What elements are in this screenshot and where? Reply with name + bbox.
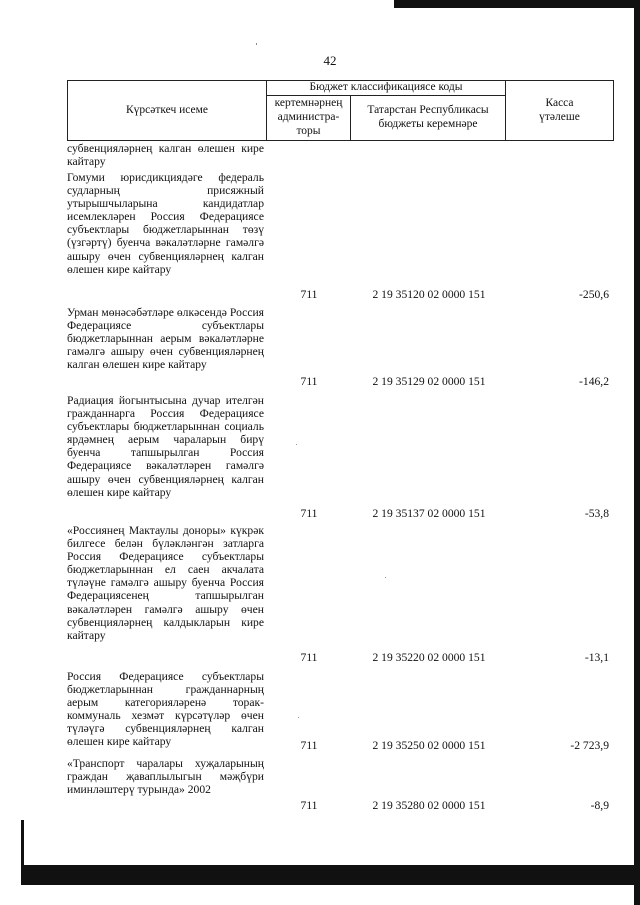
table-row: «Транспорт чаралары хуҗаларының граждан җаваплылыгын мәҗбүри иминләштерү турында» 2002 711 2 19 35280 02 0000 151 -8,9 bbox=[67, 757, 609, 812]
scan-speck bbox=[385, 577, 386, 578]
table-row: Радиация йогынтысына дучар ителгән гражданнарга Россия Федерациясе субъектлары бюджетларыннан социаль ярдәмнең аерым чараларын бирү буенча тапшырылган Россия Федерациясе вәкаләтләрен гамәлгә ашыру өчен субвенцияләрнең калган өлешен кире кайтару 711 2 19 35137 02 0000 151 -53,8 bbox=[67, 394, 609, 520]
scan-border-bottom bbox=[24, 865, 640, 885]
scan-border-top bbox=[394, 0, 640, 8]
page-number: 42 bbox=[323, 53, 337, 68]
scan-speck bbox=[256, 43, 257, 45]
header-indicator-name: Күрсәткеч исеме bbox=[67, 80, 267, 141]
table-header bbox=[67, 80, 614, 141]
header-tatarstan-revenue: Татарстан Республикасы бюджеты керемнәре bbox=[350, 95, 506, 141]
header-cash-execution: Касса үтәлеше bbox=[505, 80, 614, 141]
table-row: Урман мөнәсәбәтләре өлкәсендә Россия Федерациясе субъектлары бюджетларыннан аерым вәкаләтләрне гамәлгә ашыру өчен субвенцияләрнең калган өлешен кире кайтару 711 2 19 35129 02 0000 151 -146,2 bbox=[67, 306, 609, 388]
table-row: «Россиянең Мактаулы доноры» күкрәк билгесе белән бүләкләнгән затларга Россия Федерациясе субъектлары бюджетларыннан ел саен акчалата түләүне гамәлгә ашыру буенча Россия Федерациясенең тапшырылган вәкаләтләрен гамәлгә ашыру өчен субвенцияләрнең калдыкларын кире кайтару 711 2 19 35220 02 0000 151 -13,1 bbox=[67, 524, 609, 664]
table-row: субвенцияләрнең калган өлешен кире кайтару bbox=[67, 142, 264, 169]
header-administrator: кертемнәрнең администра-торы bbox=[266, 95, 351, 141]
table-row: Гомуми юрисдикциядәге федераль судларның присяжный утырышчыларына кандидатлар исемлекләрен Россия Федерациясе субъектлары бюджетларыннан төзү (үзгәртү) буенча вәкаләтләрне гамәлгә ашыру өчен субвенцияләрнең калган өлешен кире кайтару 711 2 19 35120 02 0000 151 -250,6 bbox=[67, 171, 609, 301]
table-row: Россия Федерациясе субъектлары бюджетларыннан гражданнарның аерым категорияләренә торак-коммуналь хезмәт күрсәтүләр өчен түләүгә субвенцияләрнең калган өлешен кире кайтару 711 2 19 35250 02 0000 151 -2 723,9 bbox=[67, 670, 609, 752]
scan-speck bbox=[298, 717, 299, 718]
scan-speck bbox=[296, 444, 297, 445]
header-budget-code-group: Бюджет классификациясе коды bbox=[266, 80, 506, 96]
scan-border-right bbox=[634, 0, 640, 905]
scan-border-left bbox=[21, 820, 24, 885]
